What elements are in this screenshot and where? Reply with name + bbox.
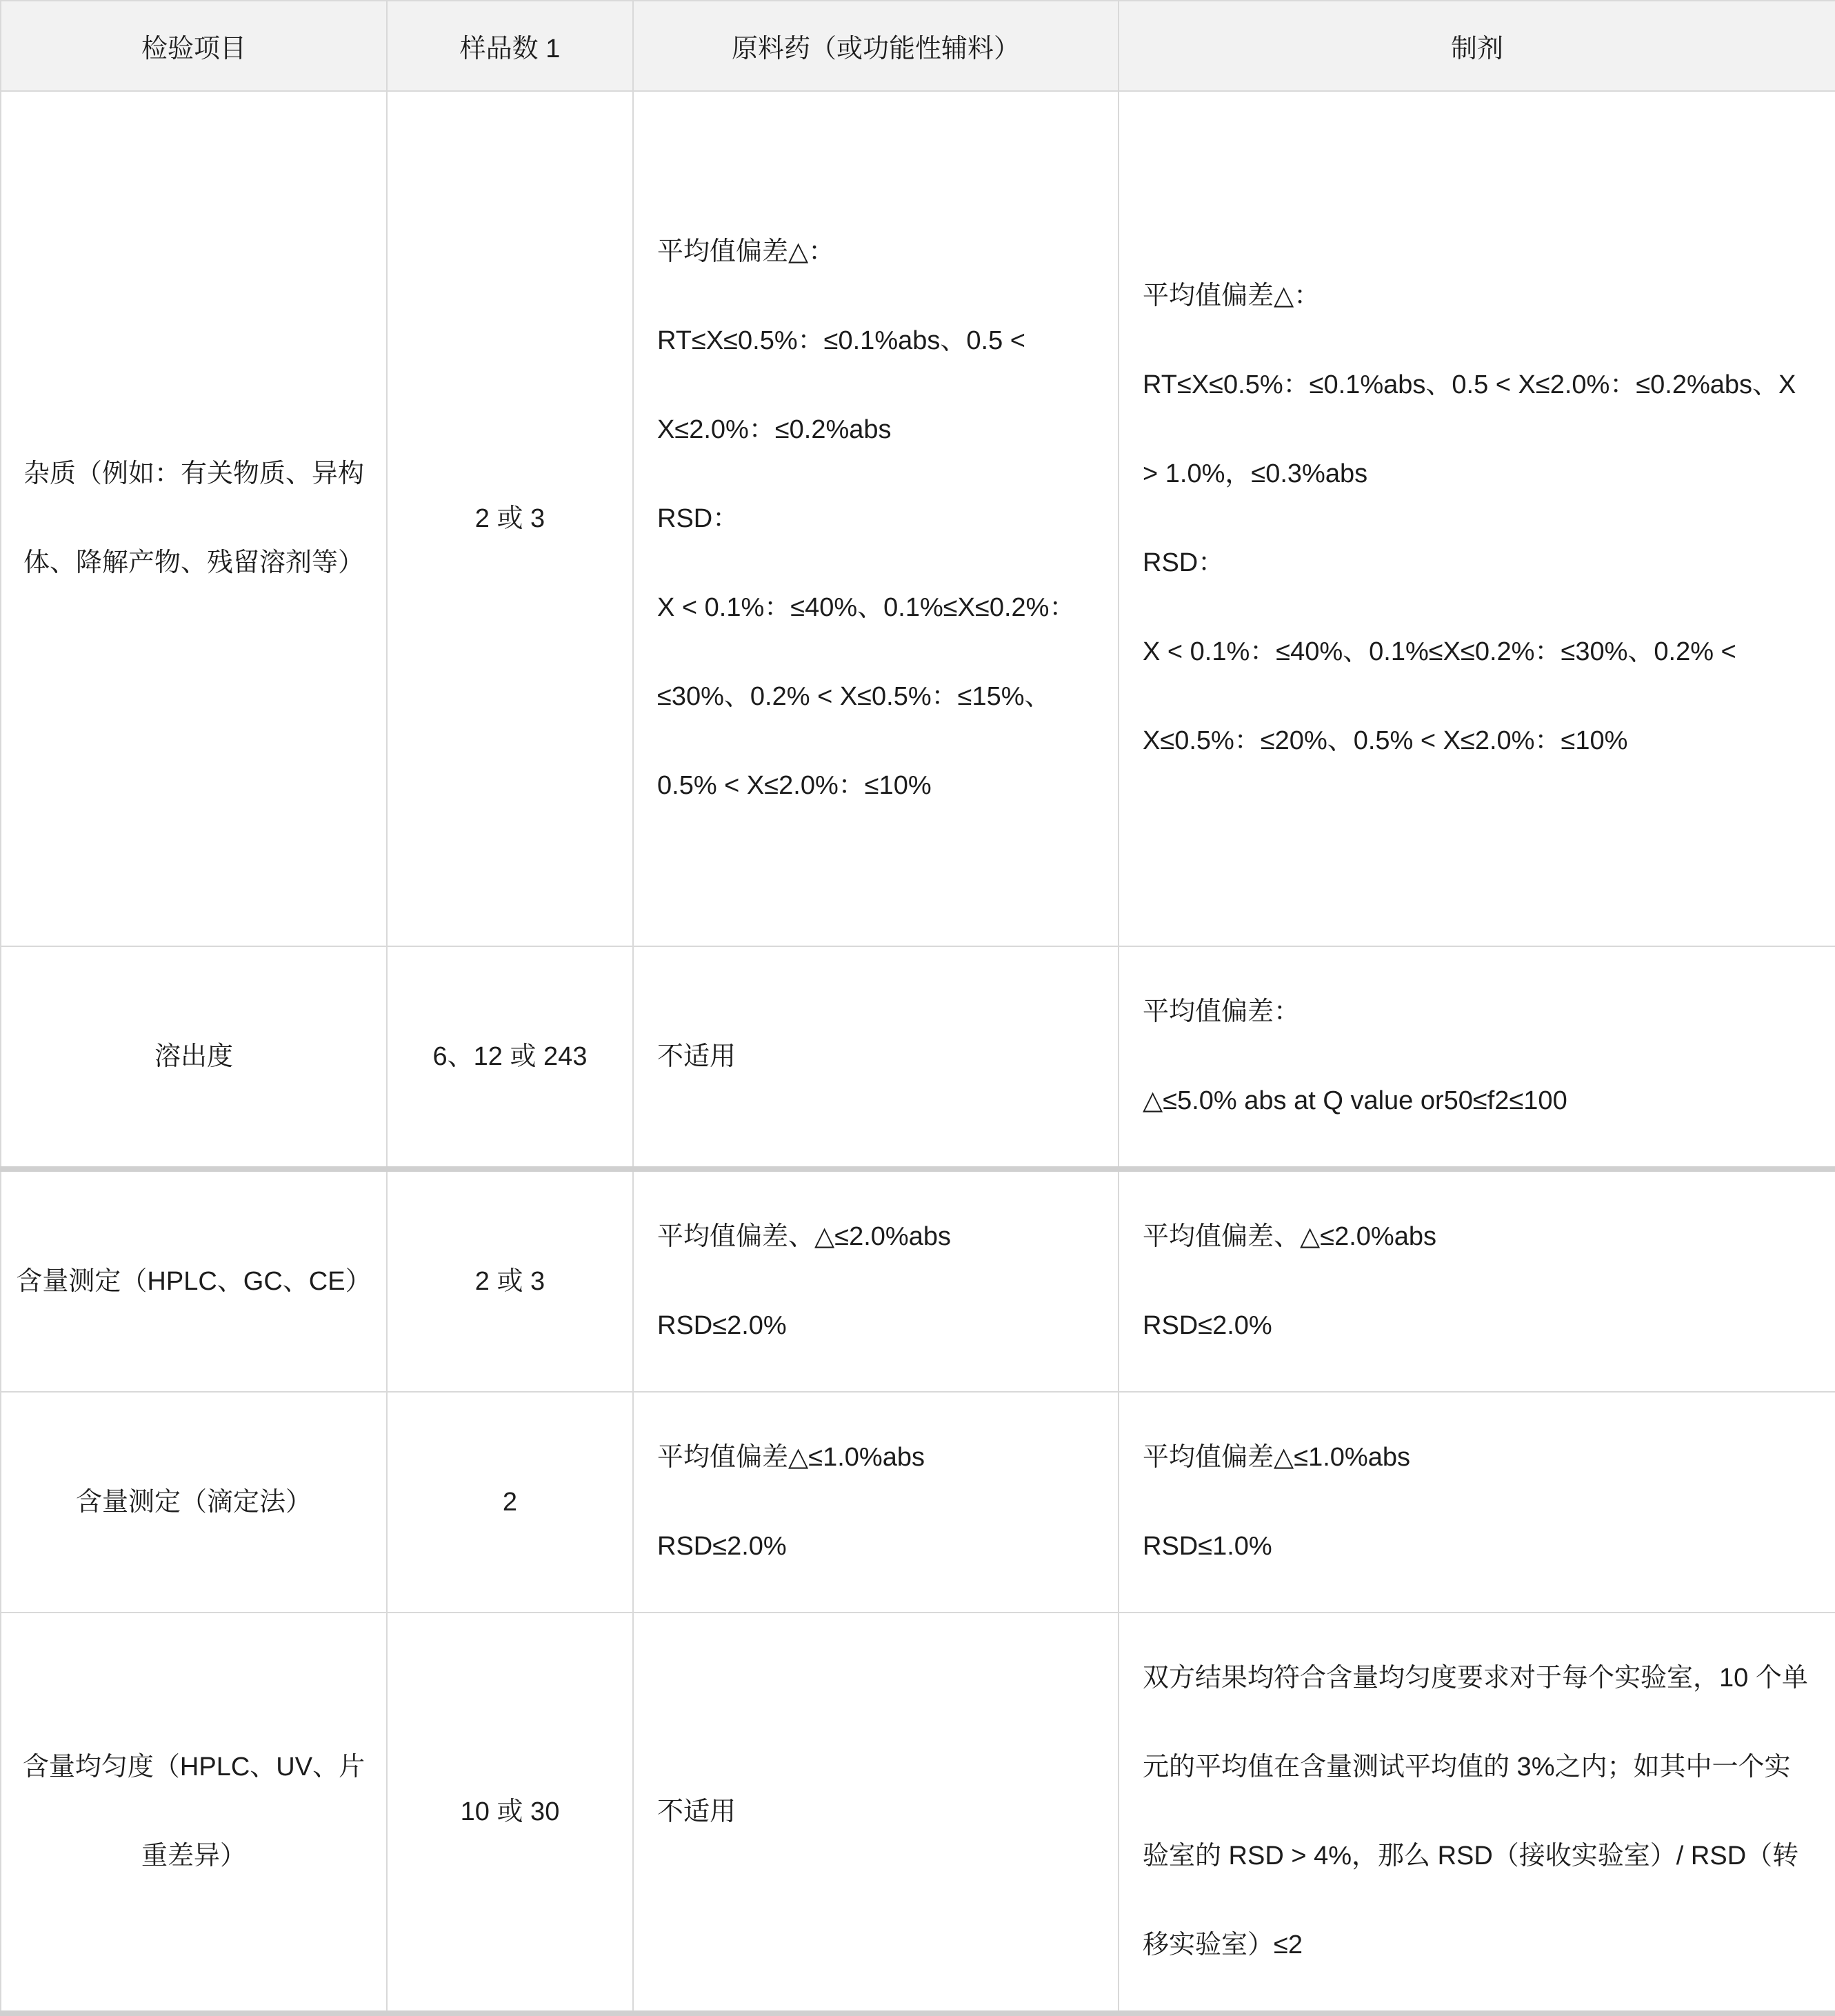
- table-row: [1, 1169, 1835, 1392]
- cell-line: X < 0.1%：≤40%、0.1%≤X≤0.2%：≤30%、0.2% < X≤0.5%：≤15%、0.5% < X≤2.0%：≤10%: [657, 592, 1076, 800]
- cell-line: 平均值偏差、△≤2.0%abs: [657, 1222, 951, 1251]
- table-header: [1, 1, 1835, 91]
- cell-test-item: [1, 1392, 387, 1613]
- table-body: [1, 91, 1835, 2013]
- table-row: [1, 946, 1835, 1169]
- cell-line: 不适用: [657, 1797, 736, 1826]
- cell-test-item: [1, 946, 387, 1169]
- cell-line: 不适用: [657, 1041, 736, 1071]
- cell-line: RSD≤2.0%: [657, 1532, 787, 1561]
- cell-line: 平均值偏差△≤1.0%abs: [657, 1443, 925, 1472]
- cell-line: RSD：: [657, 503, 739, 533]
- cell-line: RT≤X≤0.5%：≤0.1%abs、0.5 < X≤2.0%：≤0.2%abs、X > 1.0%，≤0.3%abs: [1143, 370, 1796, 488]
- cell-sample-count: [387, 1392, 633, 1613]
- cell-line: 平均值偏差△≤1.0%abs: [1143, 1443, 1410, 1472]
- column-header-test-item: 检验项目: [1, 1, 387, 91]
- cell-line: RT≤X≤0.5%：≤0.1%abs、0.5 < X≤2.0%：≤0.2%abs: [657, 326, 1025, 444]
- cell-line: 平均值偏差、△≤2.0%abs: [1143, 1222, 1436, 1251]
- column-header-sample-count: 样品数 1: [387, 1, 633, 91]
- cell-line: 杂质（例如：有关物质、异构体、降解产物、残留溶剂等）: [23, 459, 364, 577]
- cell-api-or-excipient: [633, 946, 1119, 1169]
- cell-line: 10 或 30: [460, 1797, 560, 1826]
- cell-line: 2 或 3: [474, 1266, 545, 1296]
- cell-drug-product: [1119, 1392, 1835, 1613]
- cell-test-item: [1, 1169, 387, 1392]
- cell-line: RSD≤1.0%: [1143, 1532, 1272, 1561]
- cell-line: 2: [502, 1487, 518, 1517]
- header-row: [1, 1, 1835, 91]
- cell-drug-product: [1119, 946, 1835, 1169]
- cell-line: 含量均匀度（HPLC、UV、片重差异）: [22, 1753, 365, 1870]
- cell-line: 2 或 3: [474, 503, 545, 533]
- cell-line: △≤5.0% abs at Q value or50≤f2≤100: [1143, 1086, 1567, 1115]
- cell-api-or-excipient: [633, 1613, 1119, 2013]
- cell-line: RSD：: [1143, 548, 1225, 577]
- cell-line: RSD≤2.0%: [657, 1311, 787, 1340]
- cell-sample-count: [387, 946, 633, 1169]
- cell-drug-product: [1119, 1613, 1835, 2013]
- cell-line: 平均值偏差△：: [1143, 281, 1321, 310]
- column-header-api-or-excipient: 原料药（或功能性辅料）: [633, 1, 1119, 91]
- cell-drug-product: [1119, 91, 1835, 946]
- cell-drug-product: [1119, 1169, 1835, 1392]
- table-row: [1, 1613, 1835, 2013]
- cell-line: 平均值偏差△：: [657, 237, 835, 266]
- table-row: [1, 91, 1835, 946]
- cell-test-item: [1, 1613, 387, 2013]
- cell-api-or-excipient: [633, 1392, 1119, 1613]
- cell-line: 6、12 或 243: [432, 1041, 588, 1071]
- cell-line: X < 0.1%：≤40%、0.1%≤X≤0.2%：≤30%、0.2% < X≤0.5%：≤20%、0.5% < X≤2.0%：≤10%: [1143, 637, 1736, 755]
- cell-api-or-excipient: [633, 1169, 1119, 1392]
- cell-sample-count: [387, 91, 633, 946]
- cell-line: RSD≤2.0%: [1143, 1311, 1272, 1340]
- cell-line: 含量测定（HPLC、GC、CE）: [16, 1266, 372, 1296]
- cell-sample-count: [387, 1169, 633, 1392]
- cell-line: 平均值偏差：: [1143, 997, 1301, 1026]
- column-header-drug-product: 制剂: [1119, 1, 1835, 91]
- cell-sample-count: [387, 1613, 633, 2013]
- cell-test-item: [1, 91, 387, 946]
- cell-line: 含量测定（滴定法）: [75, 1487, 312, 1517]
- table-row: [1, 1392, 1835, 1613]
- cell-line: 溶出度: [154, 1041, 233, 1071]
- cell-line: 双方结果均符合含量均匀度要求对于每个实验室，10 个单元的平均值在含量测试平均值的 3%之内；如其中一个实验室的 RSD > 4%，那么 RSD（接收实验室）/ RSD（转移实验室）≤2: [1143, 1664, 1808, 1959]
- cell-api-or-excipient: [633, 91, 1119, 946]
